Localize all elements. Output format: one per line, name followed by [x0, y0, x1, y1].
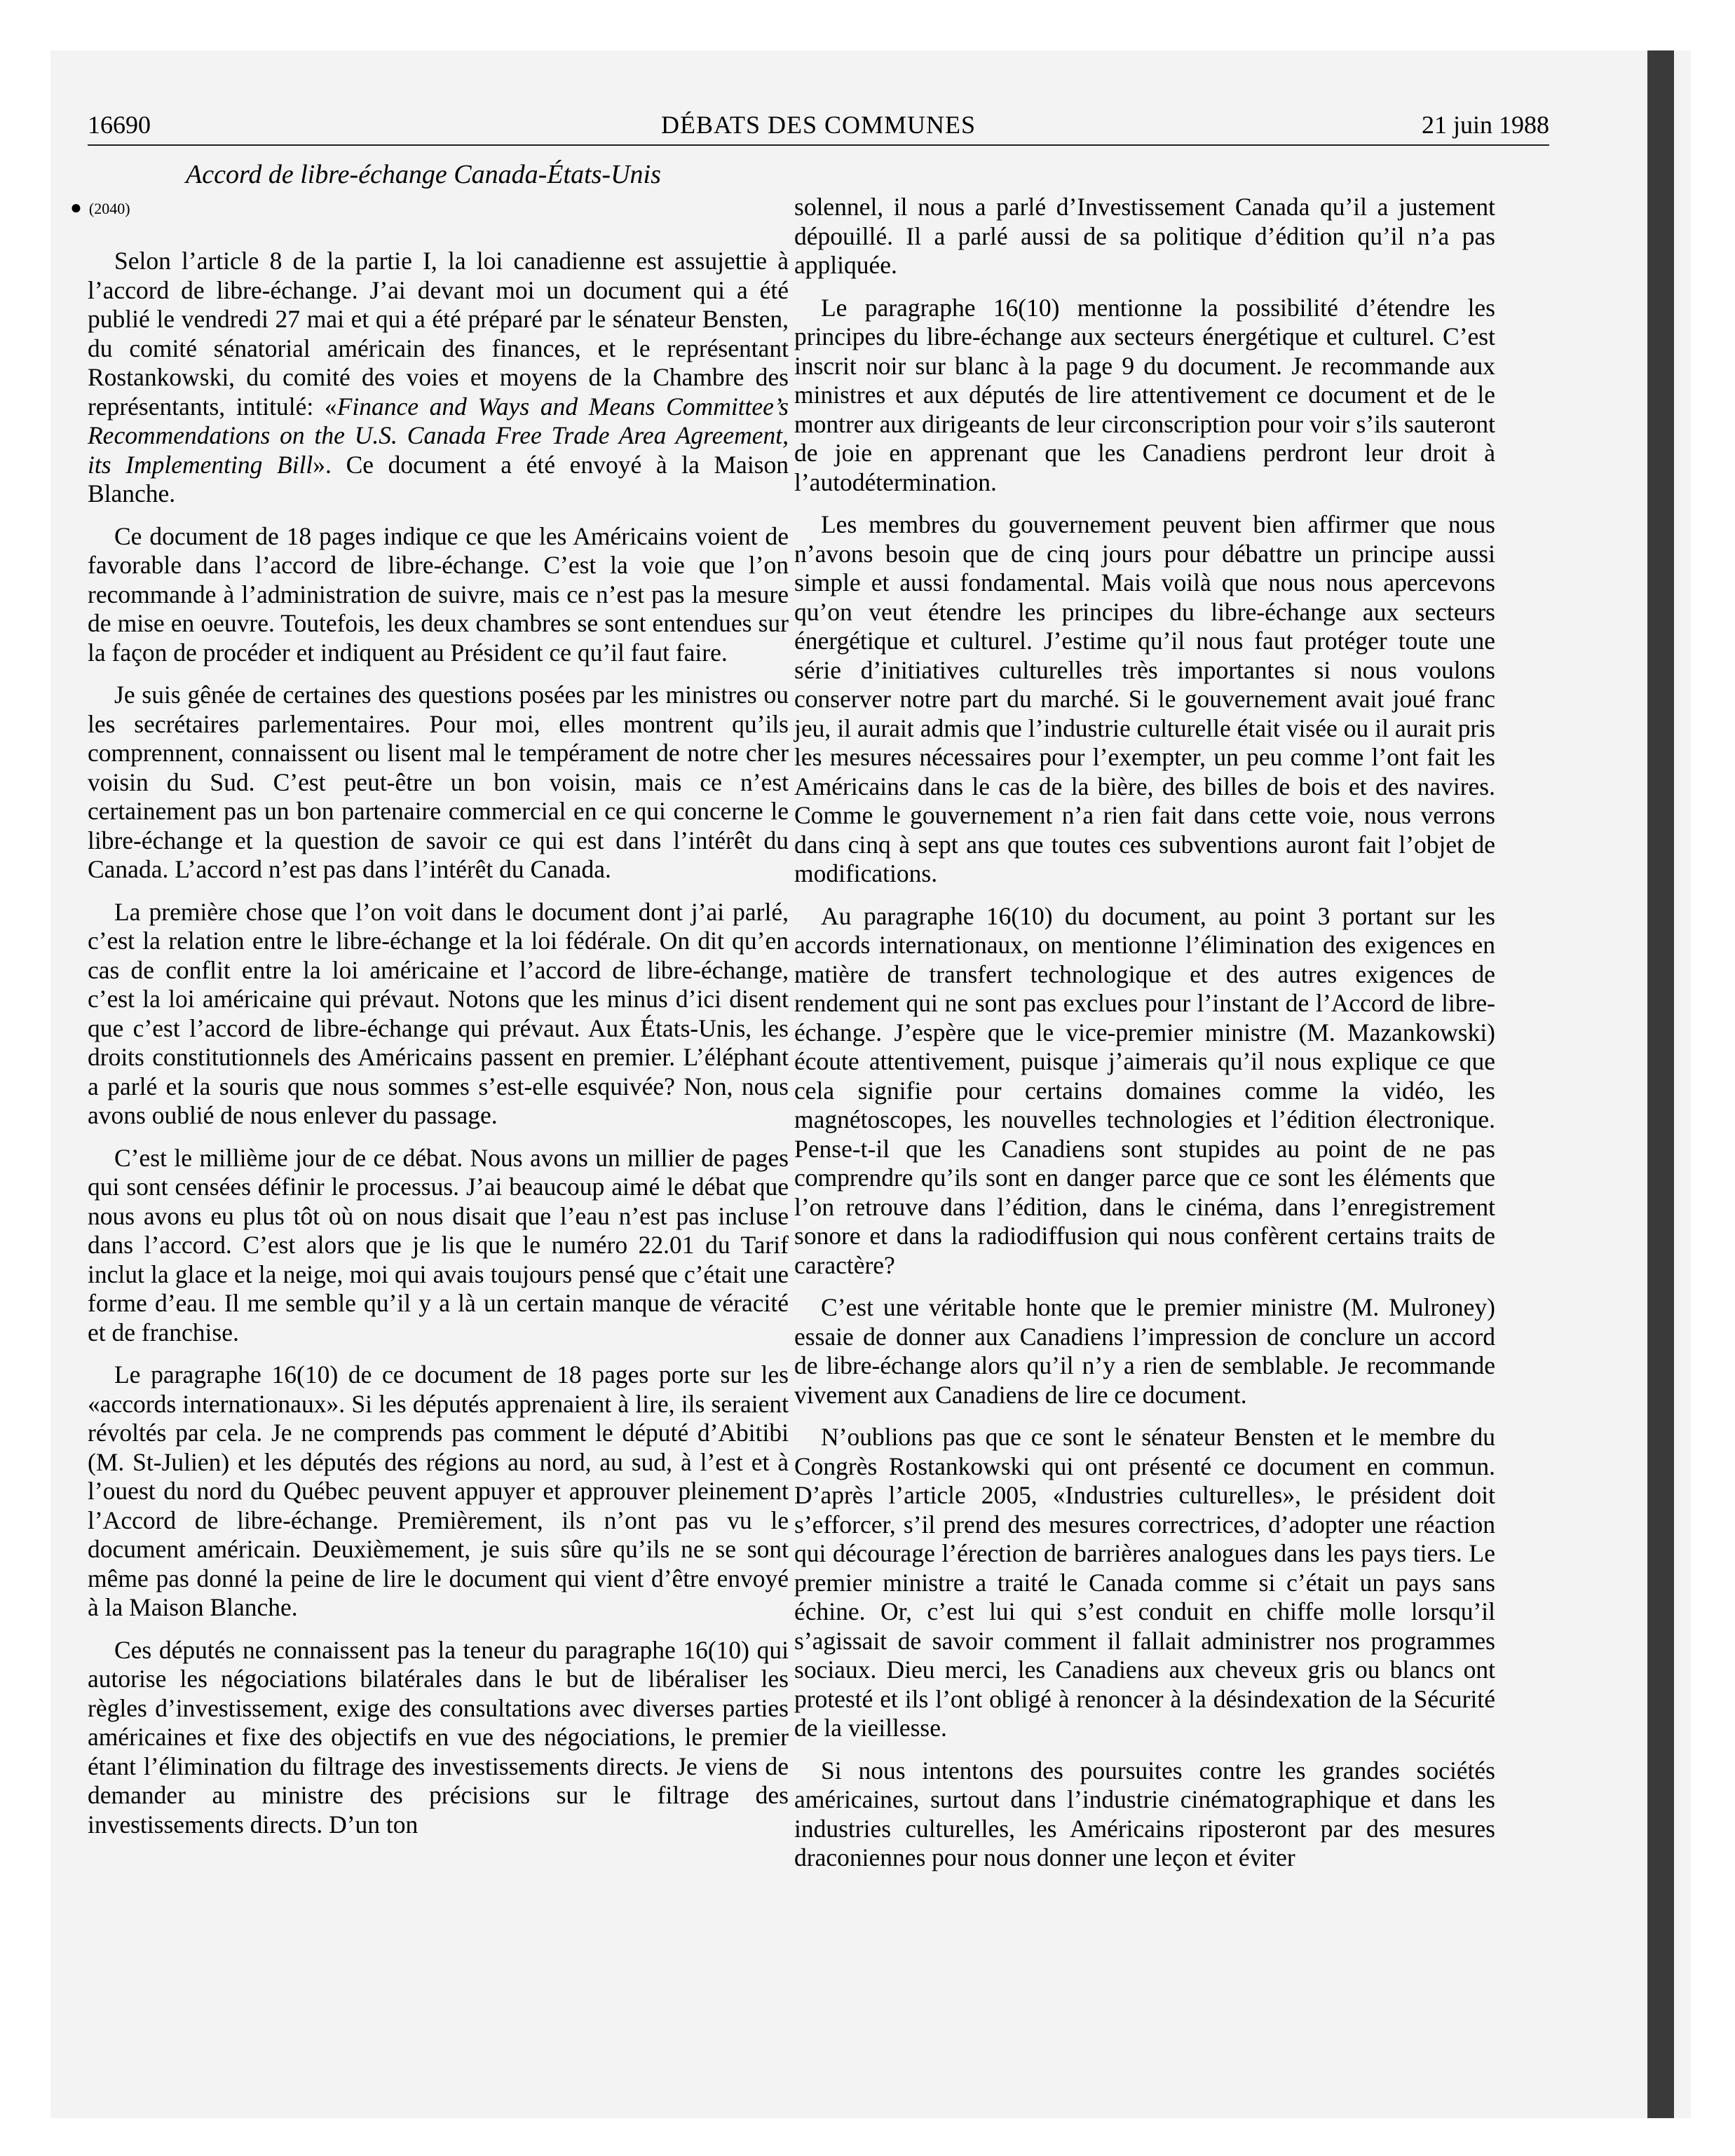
paragraph: La première chose que l’on voit dans le document dont j’ai parlé, c’est la relation entre le libre-échange et la loi fédérale. On dit qu’en cas de conflit entre la loi américaine et l’accord de libre-échange, c’est la loi américaine qui prévaut. Notons que les minus d’ici disent que c’est l’accord de libre-échange qui prévaut. Aux États-Unis, les droits constitutionnels des Américains passent en premier. L’éléphant a parlé et la souris que nous sommes s’est-elle esquivée? Non, nous avons oublié de nous enlever du passage. [88, 897, 789, 1129]
paragraph: Selon l’article 8 de la partie I, la loi canadienne est assujettie à l’accord de libre-échange. J’ai devant moi un document qui a été publié le vendredi 27 mai et qui a été préparé par le sénateur Bensten, du comité sénatorial américain des finances, et le représentant Rostankowski, du comité des voies et moyens de la Chambre des représentants, intitulé: «Finance and Ways and Means Committee’s Recommendations on the U.S. Canada Free Trade Area Agreement, its Implementing Bill». Ce document a été envoyé à la Maison Blanche. [88, 247, 789, 507]
paragraph: Si nous intentons des poursuites contre les grandes sociétés américaines, surtout dans l’industrie cinématographique et dans les industries culturelles, les Américains riposteront par des mesures draconiennes pour nous donner une leçon et éviter [794, 1756, 1495, 1871]
section-subject-heading: Accord de libre-échange Canada-États-Unis [186, 160, 661, 189]
paragraph: Je suis gênée de certaines des questions posées par les ministres ou les secrétaires parlementaires. Pour moi, elles montrent qu’ils comprennent, connaissent ou lisent mal le tempérament de notre cher voisin du Sud. C’est peut-être un bon voisin, mais ce n’est certainement pas un bon partenaire commercial en ce qui concerne le libre-échange et la question de savoir ce qui est dans l’intérêt du Canada. L’accord n’est pas dans l’intérêt du Canada. [88, 681, 789, 883]
right-column [794, 193, 1495, 1886]
paragraph: Les membres du gouvernement peuvent bien affirmer que nous n’avons besoin que de cinq jours pour débattre un principe aussi simple et aussi fondamental. Mais voilà que nous nous apercevons qu’on veut étendre les principes du libre-échange aux secteurs énergétique et culturel. J’estime qu’il nous faut protéger toute une série d’initiatives culturelles très importantes si nous voulons conserver notre part du marché. Si le gouvernement avait joué franc jeu, il aurait admis que l’industrie culturelle était visée ou il aurait pris les mesures nécessaires pour l’exempter, un peu comme l’ont fait les Américains dans le cas de la bière, des billes de bois et des navires. Comme le gouvernement n’a rien fait dans cette voie, nous verrons dans cinq à sept ans que toutes ces subventions auront fait l’objet de modifications. [794, 510, 1495, 887]
time-marker [70, 193, 130, 224]
paragraph: Le paragraphe 16(10) mentionne la possibilité d’étendre les principes du libre-échange aux secteurs énergétique et culturel. C’est inscrit noir sur blanc à la page 9 du document. Je recommande aux ministres et aux députés de lire attentivement ce document et de le montrer aux dirigeants de leur circonscription pour voir s’ils sauteront de joie en apprenant que les Canadiens perdront leur droit à l’autodétermination. [794, 293, 1495, 496]
left-column [88, 247, 789, 1853]
publication-title: DÉBATS DES COMMUNES [660, 111, 977, 139]
paragraph: C’est le millième jour de ce débat. Nous avons un millier de pages qui sont censées définir le processus. J’ai beaucoup aimé le débat que nous avons eu plus tôt où on nous disait que l’eau n’est pas incluse dans l’accord. C’est alors que je lis que le numéro 22.01 du Tarif inclut la glace et la neige, moi qui avais toujours pensé que c’était une forme d’eau. Il me semble qu’il y a là un certain manque de véracité et de franchise. [88, 1143, 789, 1346]
running-header [88, 105, 1549, 146]
bullet-icon: ● [70, 197, 82, 219]
publication-date: 21 juin 1988 [1421, 111, 1549, 139]
page-number: 16690 [88, 111, 151, 139]
time-marker-text: (2040) [88, 200, 130, 217]
paragraph: N’oublions pas que ce sont le sénateur Bensten et le membre du Congrès Rostankowski qui ont présenté ce document en commun. D’après l’article 2005, «Industries culturelles», le président doit s’efforcer, s’il prend des mesures correctrices, d’adopter une réaction qui décourage l’érection de barrières analogues dans les pays tiers. Le premier ministre a traité le Canada comme si c’était un pays sans échine. Or, c’est lui qui s’est conduit en chiffe molle lorsqu’il s’agissait de savoir comment il fallait administrer nos programmes sociaux. Dieu merci, les Canadiens aux cheveux gris ou blancs ont protesté et ils l’ont obligé à renoncer à la désindexation de la Sécurité de la vieillesse. [794, 1423, 1495, 1742]
paragraph: C’est une véritable honte que le premier ministre (M. Mulroney) essaie de donner aux Canadiens l’impression de conclure un accord de libre-échange alors qu’il n’y a rien de semblable. Je recommande vivement aux Canadiens de lire ce document. [794, 1293, 1495, 1409]
paragraph-continued: solennel, il nous a parlé d’Investissement Canada qu’il a justement dépouillé. Il a parlé aussi de sa politique d’édition qu’il n’a pas appliquée. [794, 193, 1495, 279]
paragraph: Au paragraphe 16(10) du document, au point 3 portant sur les accords internationaux, on mentionne l’élimination des exigences en matière de transfert technologique et des autres exigences de rendement qui ne sont pas exclues pour l’instant de l’Accord de libre-échange. J’espère que le vice-premier ministre (M. Mazankowski) écoute attentivement, puisque j’aimerais qu’il nous explique ce que cela signifie pour certains domaines comme la vidéo, les magnétoscopes, les nouvelles technologies et l’édition électronique. Pense-t-il que les Canadiens sont stupides au point de ne pas comprendre qu’ils sont en danger parce que ce sont les éléments que l’on retrouve dans l’édition, dans le cinéma, dans l’enregistrement sonore et dans la radiodiffusion qui nous confèrent certains traits de caractère? [794, 901, 1495, 1279]
scan-edge-shadow [1647, 50, 1674, 2118]
document-title-italic: Finance and Ways and Means Committee’s Recommendations on the U.S. Canada Free Trade Area Agreement, its Implementing Bill [88, 392, 789, 479]
paragraph: Le paragraphe 16(10) de ce document de 18 pages porte sur les «accords internationaux». Si les députés apprenaient à lire, ils seraient révoltés par cela. Je ne comprends pas comment le député d’Abitibi (M. St-Julien) et les députés des régions au nord, au sud, à l’est et à l’ouest du nord du Québec peuvent appuyer et approuver pleinement l’Accord de libre-échange. Premièrement, ils n’ont pas vu le document américain. Deuxièmement, je suis sûre qu’ils ne se sont même pas donné la peine de lire le document qui vient d’être envoyé à la Maison Blanche. [88, 1360, 789, 1621]
paragraph: Ce document de 18 pages indique ce que les Américains voient de favorable dans l’accord de libre-échange. C’est la voie que l’on recommande à l’administration de suivre, mais ce n’est pas la mesure de mise en oeuvre. Toutefois, les deux chambres se sont entendues sur la façon de procéder et indiquent au Président ce qu’il faut faire. [88, 521, 789, 667]
paragraph: Ces députés ne connaissent pas la teneur du paragraphe 16(10) qui autorise les négociations bilatérales dans le but de libéraliser les règles d’investissement, exige des consultations avec diverses parties américaines et fixe des objectifs en vue des négociations, le premier étant l’élimination du filtrage des investissements directs. Je viens de demander au ministre des précisions sur le filtrage des investissements directs. D’un ton [88, 1635, 789, 1838]
